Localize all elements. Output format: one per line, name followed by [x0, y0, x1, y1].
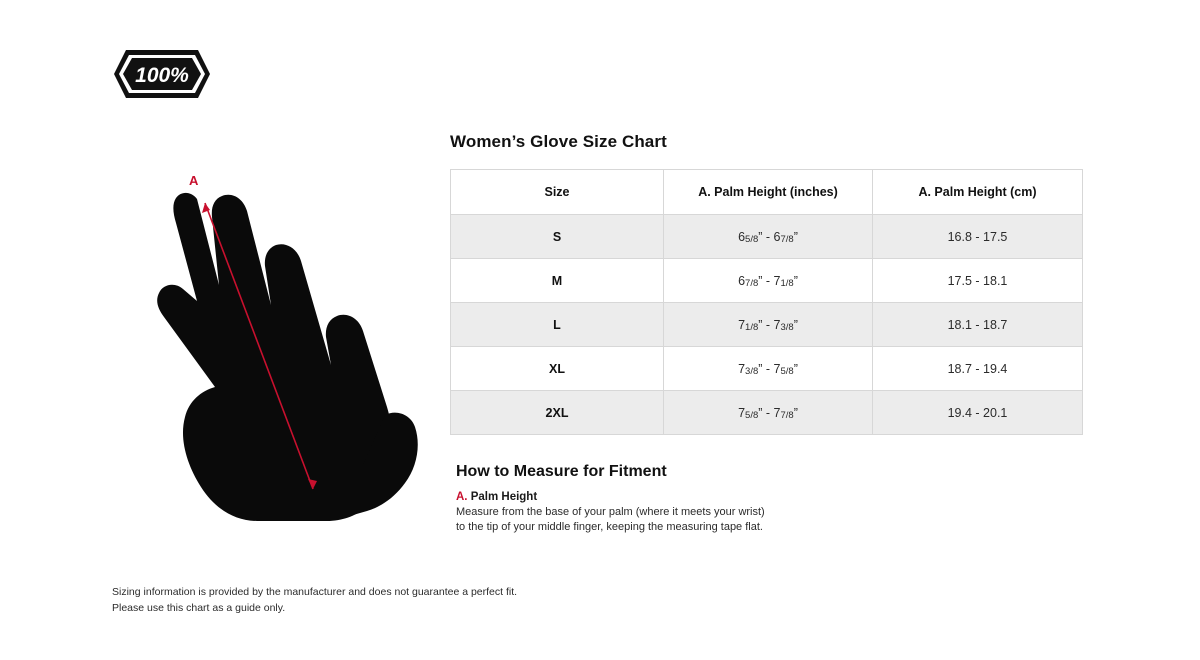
inches-max-whole: 6	[773, 229, 781, 244]
cell-inches: 73/8” - 75/8”	[664, 347, 873, 391]
glove-illustration	[105, 165, 445, 535]
inches-max-frac: 3/8	[780, 321, 794, 333]
cell-size: L	[451, 303, 664, 347]
footnote-line-2: Please use this chart as a guide only.	[112, 602, 286, 614]
how-to-measure-item-body: Measure from the base of your palm (where it meets your wrist) to the tip of your middle finger, keeping the measuring tape flat.	[456, 506, 765, 533]
how-to-measure-title: How to Measure for Fitment	[456, 463, 667, 480]
item-name: Palm Height	[470, 491, 538, 503]
inches-min-frac: 5/8	[745, 409, 759, 421]
cell-inches: 75/8” - 77/8”	[664, 391, 873, 435]
brand-logo	[112, 48, 212, 100]
measurement-label-a: A	[189, 173, 199, 188]
cell-inches: 67/8” - 71/8”	[664, 259, 873, 303]
inches-min-frac: 7/8	[745, 277, 759, 289]
footnote-line-1: Sizing information is provided by the manufacturer and does not guarantee a perfect fit.	[112, 586, 518, 598]
column-header-palm-height-cm: A. Palm Height (cm)	[873, 170, 1083, 215]
inches-max-frac: 5/8	[780, 365, 794, 377]
inches-min-whole: 7	[738, 405, 746, 420]
inches-max-frac: 7/8	[780, 409, 794, 421]
inches-max-whole: 7	[773, 361, 781, 376]
cell-inches: 71/8” - 73/8”	[664, 303, 873, 347]
table-header-row	[451, 170, 1083, 215]
size-chart-table	[450, 169, 1083, 435]
cell-cm: 17.5 - 18.1	[873, 259, 1083, 303]
inches-max-frac: 7/8	[780, 233, 794, 245]
one-hundred-percent-logo-icon	[112, 48, 212, 100]
inches-min-whole: 6	[738, 229, 746, 244]
item-letter: A.	[456, 491, 468, 503]
page-title: Women’s Glove Size Chart	[450, 132, 667, 151]
inches-max-frac: 1/8	[780, 277, 794, 289]
cell-size: M	[451, 259, 664, 303]
table-row	[451, 259, 1083, 303]
svg-text:100%: 100%	[135, 64, 189, 87]
cell-cm: 18.7 - 19.4	[873, 347, 1083, 391]
size-chart-panel	[450, 132, 1090, 535]
cell-size: S	[451, 215, 664, 259]
inches-min-frac: 1/8	[745, 321, 759, 333]
cell-size: XL	[451, 347, 664, 391]
inches-min-whole: 6	[738, 273, 746, 288]
inches-min-whole: 7	[738, 317, 746, 332]
cell-cm: 18.1 - 18.7	[873, 303, 1083, 347]
hand-glove-measurement-diagram-icon	[105, 165, 445, 535]
inches-min-whole: 7	[738, 361, 746, 376]
table-row	[451, 303, 1083, 347]
column-header-size: Size	[451, 170, 664, 215]
inches-max-whole: 7	[773, 405, 781, 420]
footnote	[112, 584, 517, 616]
inches-max-whole: 7	[773, 273, 781, 288]
inches-min-frac: 5/8	[745, 233, 759, 245]
table-row	[451, 391, 1083, 435]
cell-size: 2XL	[451, 391, 664, 435]
table-row	[451, 347, 1083, 391]
inches-max-whole: 7	[773, 317, 781, 332]
column-header-palm-height-inches: A. Palm Height (inches)	[664, 170, 873, 215]
cell-inches: 65/8” - 67/8”	[664, 215, 873, 259]
table-row	[451, 215, 1083, 259]
cell-cm: 19.4 - 20.1	[873, 391, 1083, 435]
cell-cm: 16.8 - 17.5	[873, 215, 1083, 259]
inches-min-frac: 3/8	[745, 365, 759, 377]
how-to-measure-item-heading	[456, 491, 1090, 503]
